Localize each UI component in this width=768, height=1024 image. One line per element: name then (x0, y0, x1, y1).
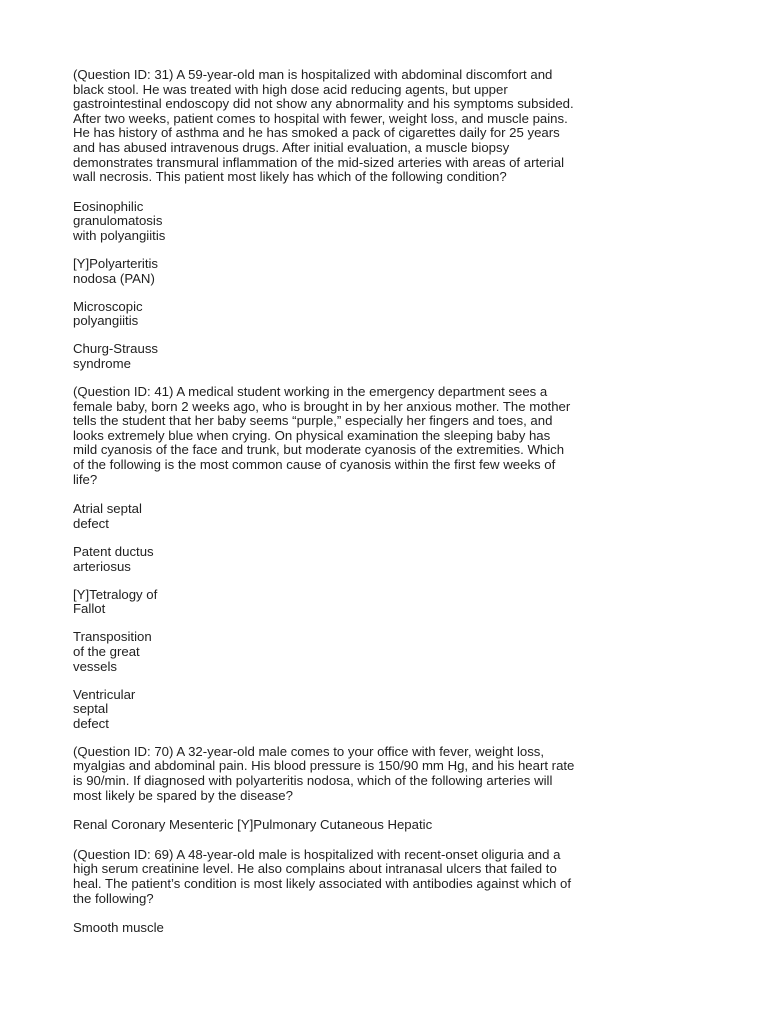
text-line: granulomatosis (73, 213, 163, 229)
text-line: Atrial septal (73, 501, 142, 517)
text-line: Churg-Strauss (73, 341, 159, 357)
text-line: Transposition (73, 629, 152, 645)
answer-option (73, 630, 633, 674)
text-line: high serum creatinine level. He also complains about intranasal ulcers that failed to (73, 861, 557, 877)
text-line: polyangiitis (73, 313, 139, 329)
text-line: Fallot (73, 601, 106, 617)
text-line: vessels (73, 658, 117, 674)
text-line: life? (73, 471, 98, 487)
text-line: looks extremely blue when crying. On physical examination the sleeping baby has (73, 427, 551, 443)
text-line: and has abused intravenous drugs. After initial evaluation, a muscle biopsy (73, 139, 510, 155)
text-line: gastrointestinal endoscopy did not show any abnormality and his symptoms subsided. (73, 96, 574, 112)
text-line: (Question ID: 41) A medical student working in the emergency department sees a (73, 384, 548, 400)
text-line: most likely be spared by the disease? (73, 787, 293, 803)
text-line: Microscopic (73, 298, 143, 314)
text-line: with polyangiitis (73, 227, 166, 243)
text-line: [Y]Tetralogy of (73, 586, 158, 602)
question-paragraph (73, 68, 633, 185)
answer-option (73, 300, 633, 329)
answer-option (73, 921, 633, 936)
question-paragraph (73, 385, 633, 487)
text-line: (Question ID: 69) A 48-year-old male is hospitalized with recent-onset oliguria and a (73, 846, 561, 862)
answer-option (73, 588, 633, 617)
text-line: (Question ID: 31) A 59-year-old man is hospitalized with abdominal discomfort and (73, 67, 553, 82)
question-paragraph (73, 745, 633, 803)
answer-option (73, 688, 633, 732)
answer-option (73, 502, 633, 531)
text-line: arteriosus (73, 558, 131, 574)
text-line: Ventricular (73, 686, 136, 702)
question-paragraph (73, 848, 633, 906)
text-line: (Question ID: 70) A 32-year-old male comes to your office with fever, weight loss, (73, 743, 545, 759)
answer-option (73, 257, 633, 286)
text-line: Renal Coronary Mesenteric [Y]Pulmonary Cutaneous Hepatic (73, 817, 433, 833)
text-line: wall necrosis. This patient most likely has which of the following condition? (73, 169, 507, 185)
text-line: He has history of asthma and he has smoked a pack of cigarettes daily for 25 years (73, 125, 560, 141)
answer-option (73, 545, 633, 574)
text-line: tells the student that her baby seems “purple,” especially her fingers and toes, and (73, 413, 553, 429)
text-line: Patent ductus (73, 543, 154, 559)
text-line: defect (73, 515, 109, 531)
answer-option (73, 200, 633, 244)
text-line: [Y]Polyarteritis (73, 256, 159, 272)
text-line: is 90/min. If diagnosed with polyarteritis nodosa, which of the following arteries will (73, 773, 553, 789)
answer-option (73, 342, 633, 371)
text-line: female baby, born 2 weeks ago, who is brought in by her anxious mother. The mother (73, 398, 571, 414)
text-line: of the great (73, 643, 140, 659)
text-line: septal (73, 701, 109, 717)
text-line: Smooth muscle (73, 920, 164, 936)
text-line: Eosinophilic (73, 198, 144, 214)
text-line: black stool. He was treated with high dose acid reducing agents, but upper (73, 81, 508, 97)
text-line: defect (73, 715, 109, 731)
document-page (73, 68, 633, 949)
text-line: syndrome (73, 356, 131, 371)
text-line: demonstrates transmural inflammation of the mid-sized arteries with areas of arterial (73, 154, 565, 170)
text-line: of the following is the most common cause of cyanosis within the first few weeks of (73, 457, 556, 473)
text-line: myalgias and abdominal pain. His blood pressure is 150/90 mm Hg, and his heart rate (73, 758, 575, 774)
question-paragraph (73, 818, 633, 833)
text-line: nodosa (PAN) (73, 270, 155, 286)
text-line: mild cyanosis of the face and trunk, but moderate cyanosis of the extremities. Which (73, 442, 565, 458)
text-line: After two weeks, patient comes to hospital with fewer, weight loss, and muscle pains. (73, 110, 568, 126)
text-line: heal. The patient’s condition is most likely associated with antibodies against which of (73, 876, 571, 892)
text-line: the following? (73, 890, 154, 906)
